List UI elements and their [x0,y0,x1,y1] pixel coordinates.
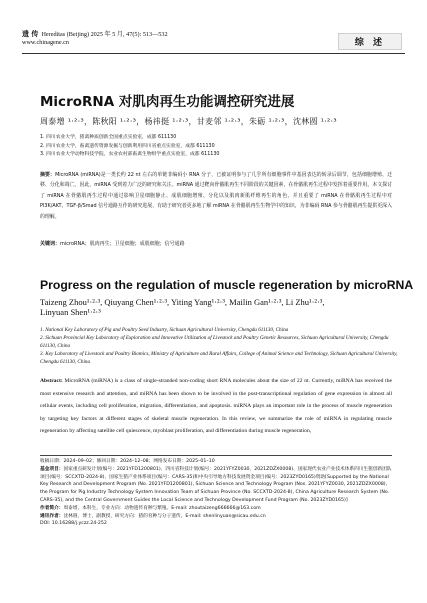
en-abstract [40,375,392,438]
corresponding-text: 沈林圆，博士，副教授，研究方向：猪的育种与分子遗传。E-mail: shenlinyuan@sicau.edu.cn [63,513,266,519]
en-title: Progress on the regulation of muscle regeneration by microRNA [40,278,414,292]
received-dates: 收稿日期：2024–09–02；修回日期：2024–12–08；网络发布日期：2025–01–10 [40,459,215,464]
cn-keywords [40,240,392,247]
footnotes [40,458,392,528]
cn-authors: 周泰增 ¹·²·³，陈秋阳 ¹·²·³，杨祎挺 ¹·²·³，甘麦邻 ¹·²·³，朱砺 ¹·²·³，沈林圆 ¹·²·³ [40,117,337,126]
journal-logo: 遗 传 [22,30,39,38]
corresponding-note [40,513,392,521]
funding-text: 国家重点研发计划(编号：2021YFD1200801)、四川省科技计划(编号：2021YFYZ0030、2021ZDZX0008)、国家现代农业产业技术体系四川生猪创新团队项目(编号：SCCXTD-2024-8)、国家生猪产业体系项目(编号：CARS-35)和中央引导地方科技发展资金项目(编号：2023ZYD0165)资助[Supported by the National Key Research and Development Program (No. 2021YFD1200801), Sichuan Science and Technology Program (Nos. 2021YFYZ0030, 2021ZDZX0008), the Program for Pig Industry Technology System Innovation Team of Sichuan Province (No. SCCXTD-2024-8), China Agriculture Research System (No. CARS-35), and the Central Government Guides the Local Science and Technology Development Fund Program (No. 2023ZYD0165)] [40,466,392,503]
cn-abstract-text: MicroRNA (miRNA)是一类长约 22 nt 左右的单链非编码小 RNA 分子，已被证明参与了几乎所有细胞事件中基因表达的转录后调节，包括细胞增殖、迁移、分化和凋亡。因此，miRNA 受到着力广泛的研究和关注。miRNA 通过靶向骨骼肌再生不同阶段的关键因素，在骨骼肌再生过程中发挥着重要作用。本文探讨了 miRNA 在骨骼肌再生过程中通过影响卫星细胞静止、成肌细胞增殖、分化以及肌肉新肌纤维再生的角色，并且重要了 miRNA 在骨骼肌再生过程中对 PI3K/AKT、TGF-β/Smad 信号通路互作的研究进展，有助于研究者更多地了解 miRNA 在骨骼肌再生生物学中的知识，为非编码 RNA 参与骨骼肌再生提供更深入的理解。 [40,172,392,220]
corresponding-label: 通讯作者： [40,513,64,519]
section-label: 综 述 [354,38,386,48]
cn-keywords-label: 关键词： [40,241,61,247]
en-affiliation-item: 2. Sichuan Provincial Key Laboratory of Exploration and Innovative Utilization of Livestock and Poultry Genetic Resources, Sichuan Agricultural University, Chengdu 611130, China [40,334,389,349]
cn-affiliations [40,134,219,160]
author-label: 作者简介： [40,505,64,511]
section-badge [338,33,402,50]
funding-label: 基金项目： [40,466,64,472]
cn-affiliation-item: 3. 四川农业大学动物科技学院，农业农村部畜禽生物组学重点实验室，成都 611130 [40,152,220,158]
en-authors-line: Linyuan Shen¹·²·³ [40,307,101,318]
cn-keywords-text: microRNA；肌肉再生；卫星细胞；成肌细胞；信号通路 [60,241,185,247]
funding-note [40,466,392,505]
en-affiliation-item: 3. Key Laboratory of Livestock and Poultry Biomics, Ministry of Agriculture and Rural Affairs, College of Animal Science and Technology, Sichuan Agricultural University, Chengdu 611130, China [40,350,398,365]
en-authors [40,297,400,318]
en-affiliations [40,327,400,367]
cn-affiliation-item: 2. 四川农业大学，畜禽遗传资源发掘与创新利用四川省重点实验室，成都 611130 [40,143,215,149]
en-affiliation-item: 1. National Key Laboratory of Pig and Poultry Seed Industry, Sichuan Agricultural University, Chengdu 611130, China [40,327,289,333]
cn-affiliation-item: 1. 四川农业大学，猪禽种质创新全国重点实验室，成都 611130 [40,135,177,140]
journal-citation [22,29,168,39]
en-abstract-text: MicroRNA (miRNA) is a class of single-stranded non-coding short RNA molecules about the size of 22 nt. Currently, miRNA has received the most extensive research and attention, and miRNA has been shown to be involved in the post-transcriptional regulation of gene expression in almost all cellular events, including cell proliferation, migration, differentiation, and apoptosis. miRNA plays an important role in the process of muscle regeneration by targeting key factors at different stages of skeletal muscle regeneration. In this review, we summarize the role of miRNA in regulating muscle regeneration by affecting satellite cell quiescence, myoblast proliferation, and differentiation during muscle regeneration, [40,378,392,435]
cn-abstract-label: 摘要： [40,172,56,178]
doi[interactable]: DOI: 10.16288/j.yczz.24-252 [40,521,107,527]
journal-url[interactable]: www.chinagene.cn [22,39,70,46]
cn-title: MicroRNA 对肌肉再生功能调控研究进展 [40,94,295,110]
en-abstract-label: Abstract: [40,378,63,384]
header-divider [22,53,405,54]
author-text: 周泰增，本科生，专业方向：动物遗传育种与繁殖。E-mail: zhoutaizeng666666@163.com [63,505,261,511]
en-authors-line: Taizeng Zhou¹·²·³, Qiuyang Chen¹·²·³, Yiting Yang¹·²·³, Mailin Gan¹·²·³, Li Zhu¹·²·³, [40,297,325,307]
journal-issue: Hereditas (Beijing) 2025 年 5 月, 47(5): 513―532 [41,31,168,38]
footnote-divider [40,455,392,456]
author-note [40,505,392,513]
cn-abstract [40,170,392,222]
